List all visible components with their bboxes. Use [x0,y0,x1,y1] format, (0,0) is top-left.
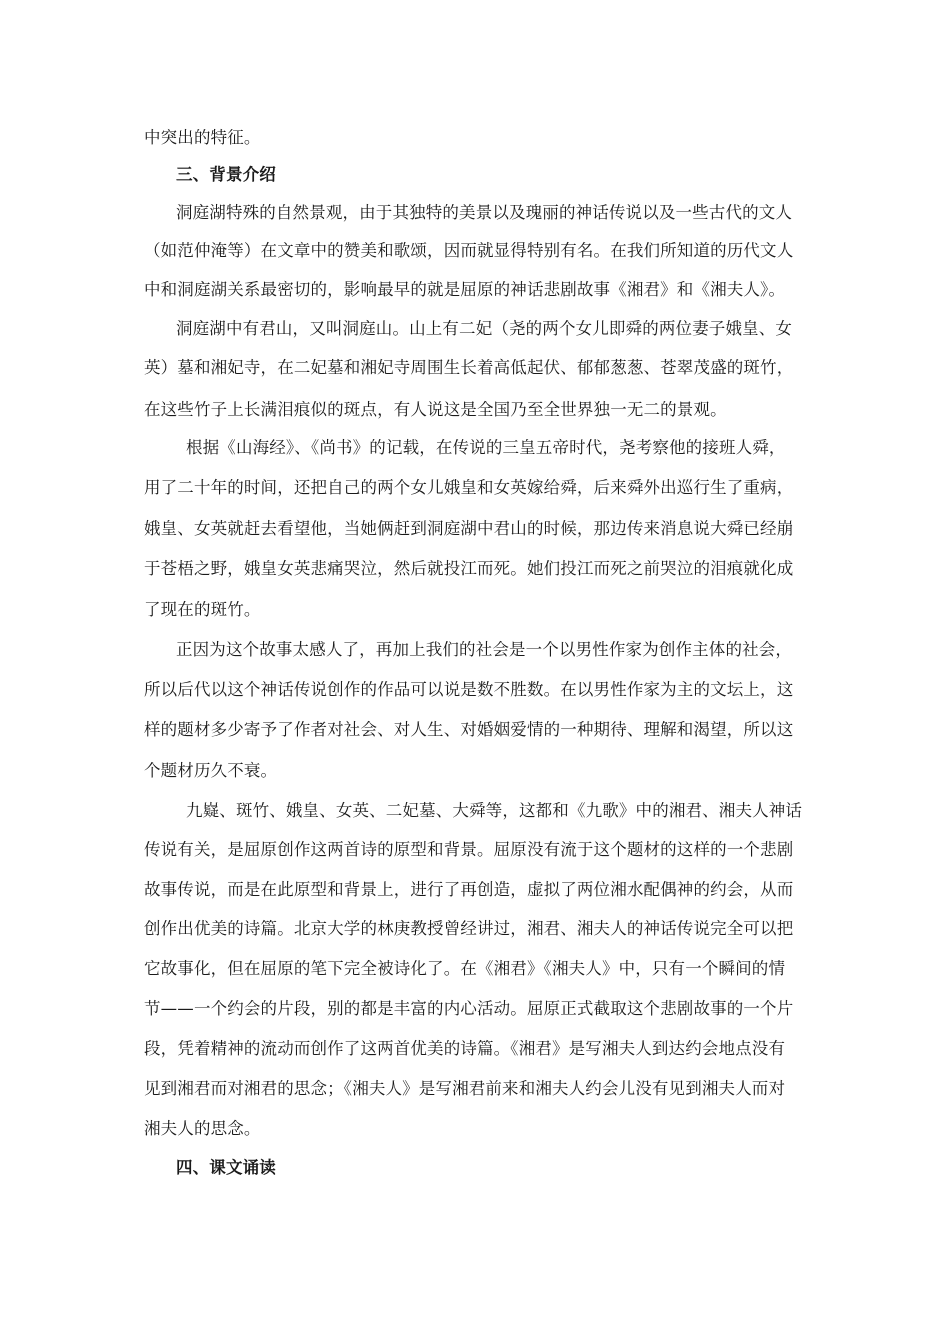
text-line: 个题材历久不衰。 [144,761,278,780]
section-heading-background: 三、背景介绍 [176,165,276,184]
text-line: 故事传说，而是在此原型和背景上，进行了再创造，虚拟了两位湘水配偶神的约会，从而 [144,880,794,899]
text-line: 湘夫人的思念。 [144,1119,261,1138]
text-line: （如范仲淹等）在文章中的赞美和歌颂，因而就显得特别有名。在我们所知道的历代文人 [144,241,794,260]
text-line: 所以后代以这个神话传说创作的作品可以说是数不胜数。在以男性作家为主的文坛上，这 [144,680,794,699]
text-line: 正因为这个故事太感人了，再加上我们的社会是一个以男性作家为创作主体的社会， [176,640,793,659]
section-heading-recitation: 四、课文诵读 [176,1158,276,1177]
text-line: 段，凭着精神的流动而创作了这两首优美的诗篇。《湘君》是写湘夫人到达约会地点没有 [144,1039,786,1058]
text-line: 九嶷、斑竹、娥皇、女英、二妃墓、大舜等，这都和《九歌》中的湘君、湘夫人神话 [186,801,803,820]
text-line: 节——一个约会的片段，别的都是丰富的内心活动。屈原正式截取这个悲剧故事的一个片 [144,999,794,1018]
text-line: 于苍梧之野，娥皇女英悲痛哭泣，然后就投江而死。她们投江而死之前哭泣的泪痕就化成 [144,559,794,578]
text-line: 英）墓和湘妃寺，在二妃墓和湘妃寺周围生长着高低起伏、郁郁葱葱、苍翠茂盛的斑竹， [144,358,794,377]
text-line: 传说有关，是屈原创作这两首诗的原型和背景。屈原没有流于这个题材的这样的一个悲剧 [144,840,794,859]
text-line: 用了二十年的时间，还把自己的两个女儿娥皇和女英嫁给舜，后来舜外出巡行生了重病， [144,478,794,497]
text-line: 它故事化，但在屈原的笔下完全被诗化了。在《湘君》《湘夫人》中，只有一个瞬间的情 [144,959,786,978]
text-line: 洞庭湖中有君山，又叫洞庭山。山上有二妃（尧的两个女儿即舜的两位妻子娥皇、女 [176,319,793,338]
text-line: 娥皇、女英就赶去看望他，当她俩赶到洞庭湖中君山的时候，那边传来消息说大舜已经崩 [144,519,794,538]
text-line: 了现在的斑竹。 [144,600,261,619]
text-line: 见到湘君而对湘君的思念；《湘夫人》是写湘君前来和湘夫人约会儿没有见到湘夫人而对 [144,1079,786,1098]
text-line: 在这些竹子上长满泪痕似的斑点，有人说这是全国乃至全世界独一无二的景观。 [144,400,727,419]
text-line: 中和洞庭湖关系最密切的，影响最早的就是屈原的神话悲剧故事《湘君》和《湘夫人》。 [144,280,786,299]
text-line: 中突出的特征。 [144,128,261,147]
text-line: 根据《山海经》、《尚书》的记载，在传说的三皇五帝时代，尧考察他的接班人舜， [186,438,786,457]
text-line: 洞庭湖特殊的自然景观，由于其独特的美景以及瑰丽的神话传说以及一些古代的文人 [176,203,793,222]
text-line: 创作出优美的诗篇。北京大学的林庚教授曾经讲过，湘君、湘夫人的神话传说完全可以把 [144,919,794,938]
text-line: 样的题材多少寄予了作者对社会、对人生、对婚姻爱情的一种期待、理解和渴望，所以这 [144,720,794,739]
